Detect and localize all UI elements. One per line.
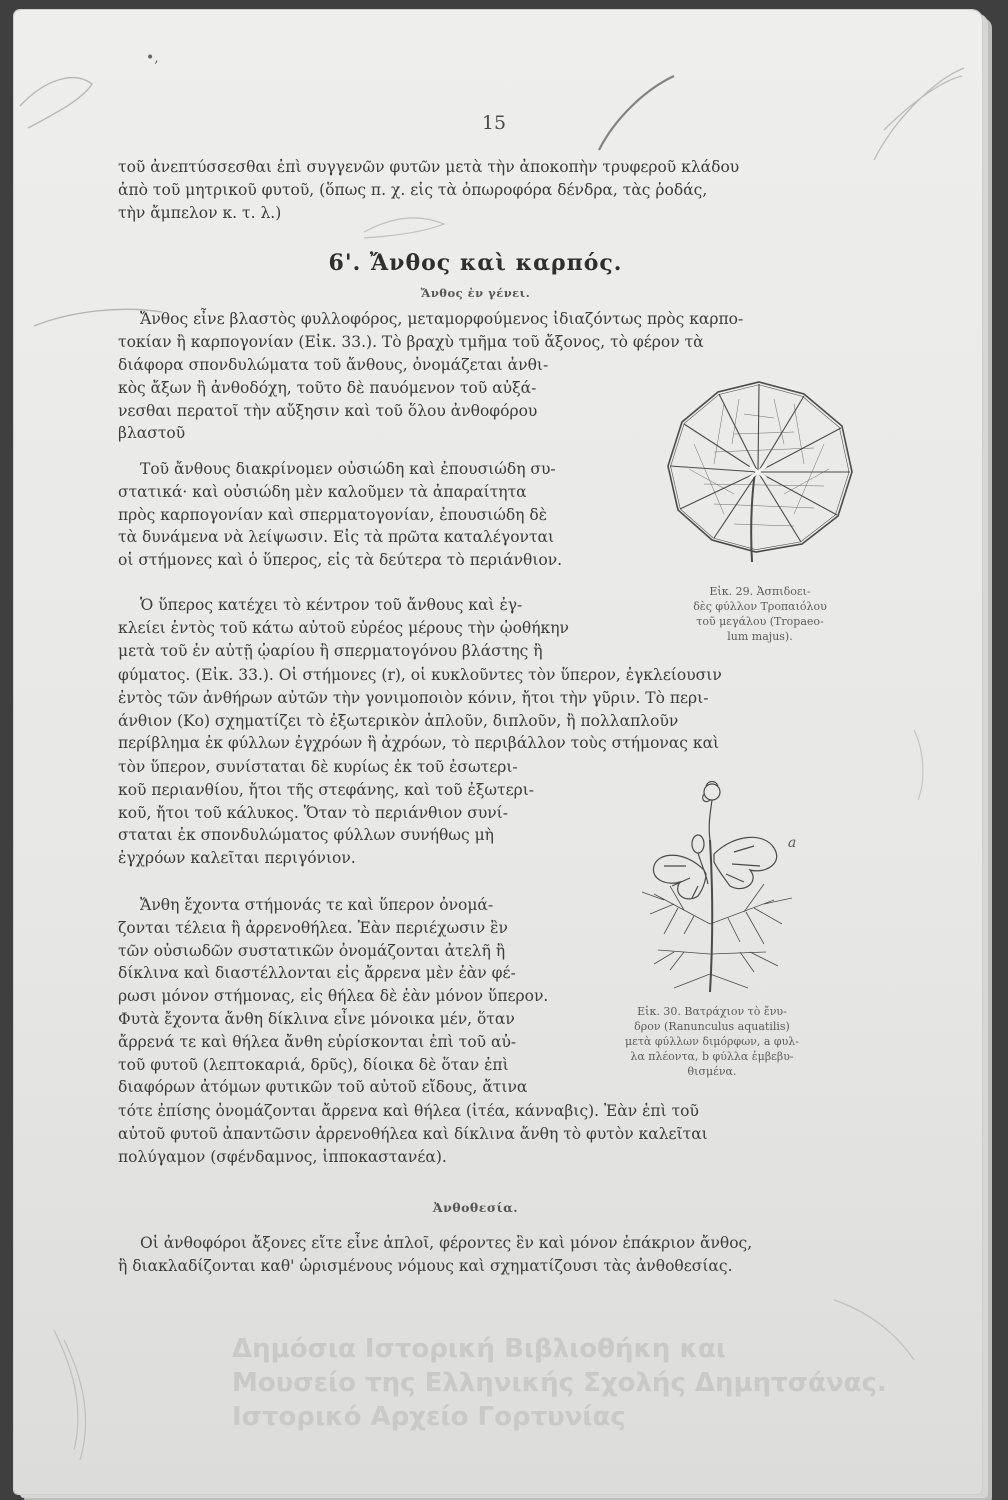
- caption-line: θισμένα.: [687, 1065, 737, 1078]
- pencil-mark-right-margin: [914, 730, 923, 800]
- second-paragraph: [118, 458, 653, 572]
- text-line: Οἱ ἀνθοφόροι ἄξονες εἴτε εἶνε ἁπλοῖ, φέροντες ἓν καὶ μόνον ἐπάκριον ἄνθος,: [140, 1234, 753, 1252]
- pencil-mark-top-left: [20, 78, 92, 128]
- text-line: πρὸς καρπογονίαν καὶ σπερματογονίαν, ἐπουσιώδη δὲ: [118, 505, 548, 524]
- text-line: ρωσι μόνον στήμονας, εἰς θήλεα δὲ ἐὰν μόνον ὕπερον.: [118, 987, 549, 1006]
- text-line: περίβλημα ἐκ φύλλων ἐγχρόων ἢ ἀχρόων, τὸ περιβάλλον τοὺς στήμονας καὶ: [118, 734, 720, 753]
- text-line: τὰ δυνάμενα νὰ λείψωσιν. Εἰς τὰ πρῶτα καταλέγονται: [118, 528, 555, 547]
- figure-30-label: a: [787, 835, 797, 851]
- caption-line: δρον (Ranunculus aquatilis): [634, 1020, 790, 1033]
- text-line: τῶν οὐσιωδῶν συστατικῶν ὀνομάζονται ἀτελῆ ἢ: [118, 941, 506, 960]
- inflorescence-heading: Ἀνθοθεσία.: [432, 1200, 519, 1215]
- third-paragraph-full: [118, 664, 833, 755]
- text-line: κοῦ περιανθίου, ἤτοι τῆς στεφάνης, καὶ τοῦ ἐξωτερι-: [118, 780, 535, 799]
- text-line: ἐντὸς τῶν ἀνθήρων αὐτῶν τὴν γονιμοποιὸν κόνιν, ἤτοι τὴν γῦριν. Τὸ περι-: [118, 688, 709, 707]
- text-line: ἢ διακλαδίζονται καθ' ὡρισμένους νόμους καὶ σχηματίζουσι τὰς ἀνθοθεσίας.: [118, 1256, 733, 1275]
- page-number: 15: [481, 112, 507, 134]
- pencil-mark-bottom-left: [54, 1330, 86, 1460]
- text-line: Ἄνθος εἶνε βλαστὸς φυλλοφόρος, μεταμορφούμενος ἰδιαζόντως πρὸς καρπο-: [140, 310, 744, 328]
- text-line: αὐτοῦ φυτοῦ ἀπαντῶσιν ἀρρενοθήλεα καὶ δίκλινα ἄνθη τὸ φυτὸν καλεῖται: [118, 1124, 708, 1143]
- text-line: ἐγχρόων καλεῖται περιγόνιον.: [118, 849, 356, 868]
- corner-mark: •,: [146, 50, 159, 66]
- text-line: νεσθαι περατοῖ τὴν αὔξησιν καὶ τοῦ ὅλου ἀνθοφόρου: [118, 401, 538, 420]
- text-line: βλαστοῦ: [118, 424, 186, 443]
- top-paragraph: [118, 156, 833, 224]
- caption-line: τοῦ μεγάλου (Tropaeo-: [696, 615, 824, 628]
- third-paragraph-narrow-2: [118, 756, 608, 870]
- caption-line: Εἰκ. 29. Ἀσπιδοει-: [709, 585, 811, 598]
- text-line: Φυτὰ ἔχοντα ἄνθη δίκλινα εἶνε μόνοικα μέν, ὅταν: [118, 1009, 515, 1028]
- watermark-line: Δημόσια Ιστορική Βιβλιοθήκη και: [232, 1334, 726, 1364]
- main-paragraph-full: [118, 308, 833, 354]
- text-line: οἱ στήμονες καὶ ὁ ὕπερος, εἰς τὰ δεύτερα τὸ περιάνθιον.: [118, 551, 563, 570]
- text-line: κλείει ἐντὸς τοῦ κάτω αὐτοῦ εὐρέος μέρους τὴν ᾠοθήκην: [118, 618, 569, 637]
- fourth-paragraph-narrow: [118, 894, 608, 1099]
- text-line: τὴν ἄμπελον κ. τ. λ.): [118, 203, 282, 222]
- caption-line: μετὰ φύλλων διμόρφων, a φυλ-: [624, 1035, 799, 1048]
- figure-29-caption: [662, 584, 858, 644]
- text-line: δίκλινα καὶ διαστέλλονται εἰς ἄρρενα μὲν ἐὰν φέ-: [118, 964, 516, 983]
- text-line: πολύγαμον (σφένδαμνος, ἱπποκαστανέα).: [118, 1147, 447, 1166]
- inflorescence-paragraph: [118, 1232, 833, 1278]
- text-line: διάφορα σπονδυλώματα τοῦ ἄνθους, ὀνομάζεται ἀνθι-: [118, 356, 549, 374]
- text-line: τοκίαν ἢ καρπογονίαν (Εἰκ. 33.). Τὸ βραχὺ τμῆμα τοῦ ἄξονος, τὸ φέρον τὰ: [118, 332, 704, 351]
- text-line: σταται ἐκ σπονδυλώματος φύλλων συνήθως μὴ: [118, 826, 494, 845]
- text-line: Ὁ ὕπερος κατέχει τὸ κέντρον τοῦ ἄνθους καὶ ἐγ-: [140, 596, 523, 614]
- section-title: 6'. Ἄνθος καὶ καρπός.: [328, 250, 623, 276]
- figure-29-nasturtium-leaf: [654, 374, 864, 564]
- text-line: τότε ἐπίσης ὀνομάζονται ἄρρενα καὶ θήλεα (ἰτέα, κάνναβις). Ἐὰν ἐπὶ τοῦ: [118, 1102, 699, 1120]
- text-line: Ἄνθη ἔχοντα στήμονάς τε καὶ ὕπερον ὀνομά-: [140, 896, 494, 914]
- caption-line: λα πλέοντα, b φύλλα ἐμβεβυ-: [630, 1050, 794, 1063]
- figure-30-caption: [590, 1004, 834, 1079]
- text-line: Τοῦ ἄνθους διακρίνομεν οὐσιώδη καὶ ἐπουσιώδη συ-: [140, 460, 556, 478]
- pencil-stroke-top-center: [599, 76, 674, 150]
- main-paragraph-narrow: [118, 354, 653, 445]
- watermark-line: Ιστορικό Αρχείο Γορτυνίας: [232, 1402, 626, 1432]
- text-line: κοῦ, ἤτοι τοῦ κάλυκος. Ὅταν τὸ περιάνθιον συνί-: [118, 803, 508, 822]
- text-line: μετὰ τοῦ ἐν αὐτῇ ᾠαρίου ἢ σπερματογόνου βλάστης ἢ: [118, 641, 543, 660]
- third-paragraph-narrow: [118, 594, 653, 662]
- text-line: κὸς ἄξων ἢ ἀνθοδόχη, τοῦτο δὲ παυόμενον τοῦ αὐξά-: [118, 378, 537, 397]
- library-watermark: [232, 1332, 972, 1434]
- text-line: στατικά· καὶ οὐσιώδη μὲν καλοῦμεν τὰ ἀπαραίτητα: [118, 482, 527, 501]
- caption-line: Εἰκ. 30. Βατράχιον τὸ ἔνυ-: [637, 1005, 787, 1018]
- pencil-mark-top-right: [874, 68, 964, 160]
- watermark-line: Μουσείο της Ελληνικής Σχολής Δημητσάνας.: [232, 1368, 887, 1398]
- text-line: ἀπὸ τοῦ μητρικοῦ φυτοῦ, (ὅπως π. χ. εἰς τὰ ὀπωροφόρα δένδρα, τὰς ῥοδάς,: [118, 180, 708, 199]
- fourth-paragraph-full: [118, 1100, 833, 1168]
- text-line: τοῦ ἀνεπτύσσεσθαι ἐπὶ συγγενῶν φυτῶν μετὰ τὴν ἀποκοπὴν τρυφεροῦ κλάδου: [118, 158, 740, 176]
- text-line: φύματος. (Εἰκ. 33.). Οἱ στήμονες (r), οἱ κυκλοῦντες τὸν ὕπερον, ἐγκλείουσιν: [118, 666, 722, 684]
- section-subtitle: Ἄνθος ἐν γένει.: [420, 286, 531, 300]
- text-line: ζονται τέλεια ἢ ἀρρενοθήλεα. Ἐὰν περιέχωσιν ἓν: [118, 918, 508, 937]
- caption-line: lum majus).: [727, 630, 793, 643]
- text-line: ἄρρενά τε καὶ θήλεα ἄνθη εὑρίσκονται ἐπὶ τοῦ αὐ-: [118, 1032, 517, 1051]
- caption-line: δὲς φύλλον Τροπαιόλου: [693, 600, 827, 613]
- text-line: τὸν ὕπερον, συνίσταται δὲ κυρίως ἐκ τοῦ ἐσωτερι-: [118, 758, 518, 776]
- text-line: άνθιον (Κο) σχηματίζει τὸ ἐξωτερικὸν ἁπλοῦν, διπλοῦν, ἢ πολλαπλοῦν: [118, 711, 679, 730]
- book-page: [14, 10, 982, 1494]
- text-line: τοῦ φυτοῦ (λεπτοκαριά, δρῦς), δίοικα δὲ ὅταν ἐπὶ: [118, 1055, 509, 1074]
- text-line: διαφόρων ἀτόμων φυτικῶν τοῦ αὐτοῦ εἴδους, ἄτινα: [118, 1078, 528, 1097]
- figure-30-ranunculus: [614, 774, 814, 994]
